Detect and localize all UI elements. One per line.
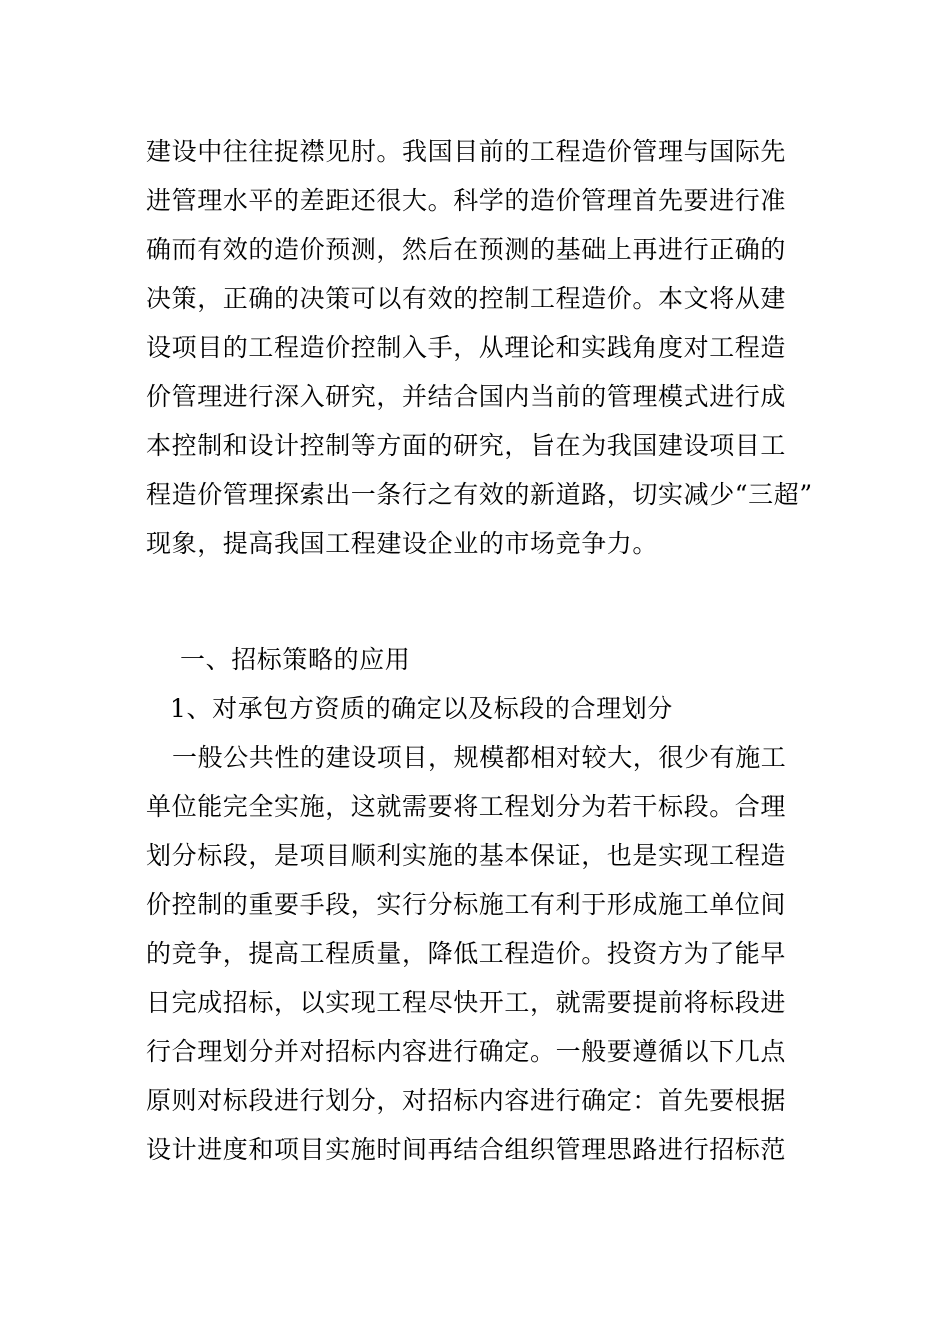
body-line: 设计进度和项目实施时间再结合组织管理思路进行招标范 (146, 1135, 787, 1164)
body-line: 划分标段，是项目顺利实施的基本保证，也是实现工程造 (146, 841, 787, 870)
body-line: 单位能完全实施，这就需要将工程划分为若干标段。合理 (146, 792, 787, 821)
intro-line: 确而有效的造价预测，然后在预测的基础上再进行正确的 (146, 235, 787, 264)
intro-line: 建设中往往捉襟见肘。我国目前的工程造价管理与国际先 (146, 137, 787, 166)
body-line: 日完成招标，以实现工程尽快开工，就需要提前将标段进 (146, 988, 787, 1017)
section-heading: 一、招标策略的应用 (180, 645, 411, 674)
body-line: 原则对标段进行划分，对招标内容进行确定：首先要根据 (146, 1086, 787, 1115)
intro-line: 决策，正确的决策可以有效的控制工程造价。本文将从建 (146, 284, 787, 313)
intro-line: 价管理进行深入研究，并结合国内当前的管理模式进行成 (146, 382, 787, 411)
intro-line: 本控制和设计控制等方面的研究，旨在为我国建设项目工 (146, 431, 787, 460)
body-line: 价控制的重要手段，实行分标施工有利于形成施工单位间 (146, 890, 787, 919)
intro-line: 进管理水平的差距还很大。科学的造价管理首先要进行准 (146, 186, 787, 215)
intro-line: 设项目的工程造价控制入手，从理论和实践角度对工程造 (146, 333, 787, 362)
intro-line: 现象，提高我国工程建设企业的市场竞争力。 (146, 529, 659, 558)
body-line: 的竞争，提高工程质量，降低工程造价。投资方为了能早 (146, 939, 787, 968)
body-line: 行合理划分并对招标内容进行确定。一般要遵循以下几点 (146, 1037, 787, 1066)
body-line: 一般公共性的建设项目，规模都相对较大，很少有施工 (172, 743, 787, 772)
subsection-heading: 1、对承包方资质的确定以及标段的合理划分 (170, 694, 673, 723)
intro-line: 程造价管理探索出一条行之有效的新道路，切实减少“三超” (146, 480, 813, 509)
